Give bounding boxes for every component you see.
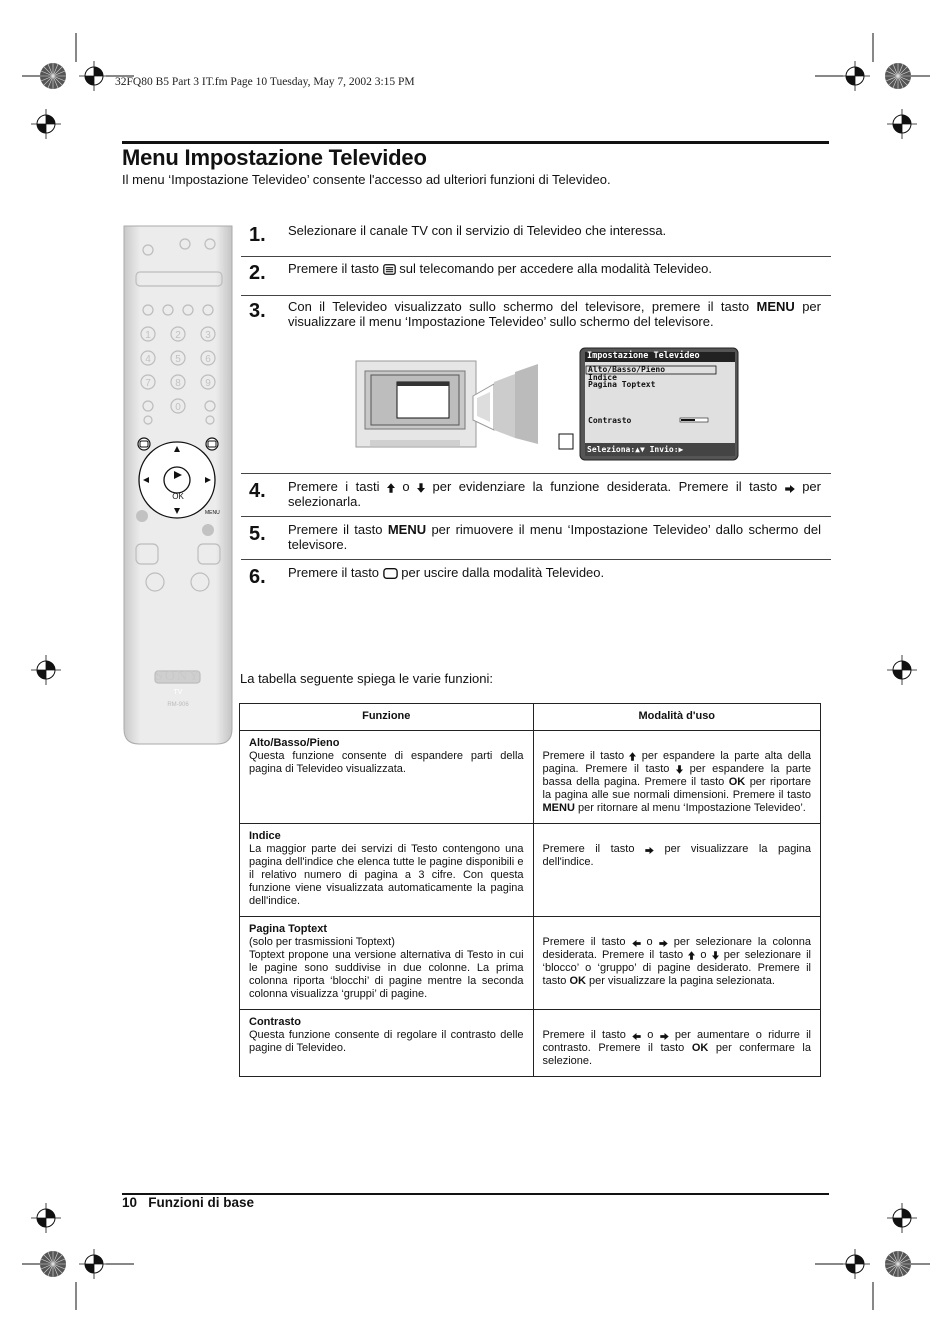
- step-divider: [241, 295, 831, 296]
- step-divider: [241, 516, 831, 517]
- function-cell: [240, 1010, 534, 1077]
- svg-text:4: 4: [145, 354, 151, 365]
- down-arrow-icon: [712, 951, 719, 960]
- step-text: Con il Televideo visualizzato sullo schermo del televisore, premere il tasto MENU per visualizzare il menu ‘Impostazione Televideo’ sullo schermo del televisore.: [288, 299, 821, 329]
- osd-footer: Seleziona:▲▼ Invio:▶: [587, 445, 684, 454]
- column-header-usage: Modalità d'uso: [533, 704, 820, 731]
- osd-menu-item-1: Indice: [588, 373, 617, 382]
- right-arrow-icon: [660, 1033, 669, 1040]
- function-cell: [240, 824, 534, 917]
- svg-text:3: 3: [205, 330, 211, 341]
- title-rule: [122, 141, 829, 144]
- page-subtitle: Il menu ‘Impostazione Televideo’ consente l'accesso ad ulteriori funzioni di Televideo.: [122, 172, 611, 187]
- step-text: Premere il tasto per uscire dalla modalità Televideo.: [288, 565, 605, 580]
- usage-cell: Premere il tasto o per selezionare la colonna desiderata. Premere il tasto o per selezionare il ‘blocco’ o ‘gruppo’ di pagine desiderato. Premere il tasto OK per visualizzare la pagina selezionata.: [533, 917, 820, 1010]
- teletext-icon: [383, 264, 396, 275]
- svg-text:5: 5: [175, 354, 181, 365]
- table-intro: La tabella seguente spiega le varie funzioni:: [240, 671, 493, 686]
- osd-menu-item-0: Alto/Basso/Pieno: [588, 365, 666, 374]
- function-description: Questa funzione consente di regolare il contrasto delle pagine di Televideo.: [249, 1029, 524, 1054]
- step-text: Premere i tasti o per evidenziare la funzione desiderata. Premere il tasto per selezionarla.: [288, 479, 821, 509]
- step-number: 6.: [249, 566, 266, 588]
- function-description: Questa funzione consente di espandere parti della pagina di Televideo visualizzata.: [249, 750, 524, 775]
- right-arrow-icon: [659, 940, 668, 947]
- sony-logo: SONY: [154, 669, 202, 684]
- function-name: Indice: [249, 830, 281, 842]
- down-arrow-icon: [676, 765, 683, 774]
- step-number: 2.: [249, 262, 266, 284]
- column-header-function: Funzione: [240, 704, 534, 731]
- step-divider: [241, 473, 831, 474]
- right-arrow-icon: [785, 485, 795, 493]
- table-row: [240, 824, 821, 917]
- step-number: 4.: [249, 480, 266, 502]
- step-number: 1.: [249, 224, 266, 246]
- right-arrow-icon: [645, 847, 654, 854]
- step-divider: [241, 256, 831, 257]
- osd-menu-title: Impostazione Televideo: [587, 351, 700, 361]
- step-divider: [241, 559, 831, 560]
- svg-text:8: 8: [175, 378, 181, 389]
- step-number: 3.: [249, 300, 266, 322]
- usage-cell: Premere il tasto o per aumentare o ridurre il contrasto. Premere il tasto OK per confermare la selezione.: [533, 1010, 820, 1077]
- function-name: Alto/Basso/Pieno: [249, 737, 340, 749]
- function-cell: [240, 917, 534, 1010]
- step-text: Premere il tasto sul telecomando per accedere alla modalità Televideo.: [288, 261, 712, 276]
- functions-table: [239, 703, 821, 1077]
- tv-badge: TV: [173, 689, 183, 696]
- table-row: [240, 917, 821, 1010]
- function-description: Toptext propone una versione alternativa di Testo in cui le pagine sono suddivise in due colonne. La prima colonna riporta ‘blocchi’ di pagine mentre la seconda colonna visualizza ‘gruppi’ di pagine.: [249, 949, 524, 1000]
- usage-cell: Premere il tasto per espandere la parte alta della pagina. Premere il tasto per espandere la parte bassa della pagina. Premere il tasto OK per riportare la pagina alle sue normali dimensioni. Premere il tasto MENU per ritornare al menu ‘Impostazione Televideo’.: [533, 731, 820, 824]
- svg-text:7: 7: [145, 378, 151, 389]
- menu-key-label: MENU: [205, 510, 220, 516]
- function-name: Contrasto: [249, 1016, 301, 1028]
- remote-control-illustration: [122, 224, 234, 746]
- function-cell: [240, 731, 534, 824]
- osd-contrast-label: Contrasto: [588, 416, 632, 425]
- remote-model: RM-906: [167, 702, 189, 708]
- left-arrow-icon: [632, 940, 641, 947]
- down-arrow-icon: [417, 483, 425, 493]
- table-row: [240, 1010, 821, 1077]
- table-row: [240, 731, 821, 824]
- ok-label: OK: [172, 492, 184, 501]
- osd-menu-item-2: Pagina Toptext: [588, 380, 656, 389]
- table-header-row: [240, 704, 821, 731]
- step-number: 5.: [249, 523, 266, 545]
- teletext-menu-illustration: [355, 344, 745, 464]
- tv-icon: [383, 568, 398, 579]
- step-text: Premere il tasto MENU per rimuovere il menu ‘Impostazione Televideo’ dallo schermo del televisore.: [288, 522, 821, 552]
- file-info-header: 32FQ80 B5 Part 3 IT.fm Page 10 Tuesday, May 7, 2002 3:15 PM: [115, 76, 415, 88]
- svg-text:9: 9: [205, 378, 211, 389]
- svg-text:2: 2: [175, 330, 181, 341]
- svg-text:1: 1: [145, 330, 151, 341]
- usage-cell: Premere il tasto per visualizzare la pagina dell'indice.: [533, 824, 820, 917]
- function-note: (solo per trasmissioni Toptext): [249, 936, 395, 948]
- left-arrow-icon: [632, 1033, 641, 1040]
- function-description: La maggior parte dei servizi di Testo contengono una pagina dell'indice che elenca tutte le pagine disponibili e il relativo numero di pagina a 3 cifre. Con questa funzione viene visualizzata automaticamente la pagina dell'indice.: [249, 843, 524, 907]
- up-arrow-icon: [629, 752, 636, 761]
- up-arrow-icon: [688, 951, 695, 960]
- up-arrow-icon: [387, 483, 395, 493]
- page-footer: 10 Funzioni di base: [122, 1195, 255, 1210]
- page-title: Menu Impostazione Televideo: [122, 145, 427, 170]
- function-name: Pagina Toptext: [249, 923, 328, 935]
- step-text: Selezionare il canale TV con il servizio di Televideo che interessa.: [288, 223, 667, 238]
- svg-text:6: 6: [205, 354, 211, 365]
- svg-text:0: 0: [175, 402, 181, 413]
